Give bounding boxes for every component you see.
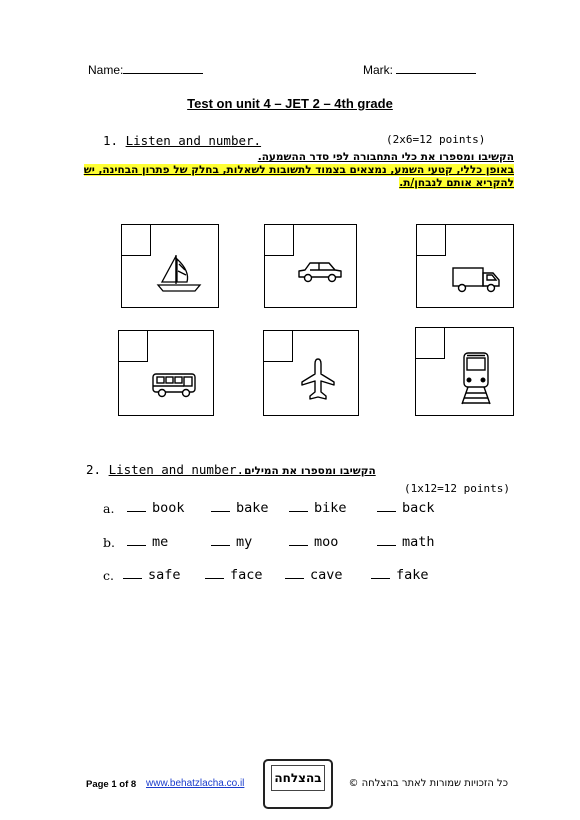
behatzlacha-logo bbox=[263, 759, 333, 809]
number-box[interactable] bbox=[121, 224, 151, 256]
picture-card-bus bbox=[118, 330, 214, 416]
q2-heading bbox=[86, 462, 376, 477]
q2-hebrew-instruction: הקשיבו ומספרו את המילים bbox=[244, 465, 376, 477]
site-link[interactable]: www.behatzlacha.co.il bbox=[146, 778, 245, 789]
word-item: bike bbox=[289, 499, 347, 516]
q1-hebrew-note-1: באופן כללי, קטעי השמע, נמצאים בצמוד לתשובות לשאלות, בחלק של פתרון הבחינה, יש bbox=[83, 164, 514, 176]
q2-number: 2. bbox=[86, 462, 102, 477]
answer-blank[interactable] bbox=[211, 499, 230, 512]
number-box[interactable] bbox=[118, 330, 148, 362]
word-item: my bbox=[211, 533, 252, 550]
car-icon bbox=[295, 259, 345, 285]
answer-blank[interactable] bbox=[127, 533, 146, 546]
answer-blank[interactable] bbox=[205, 566, 224, 579]
number-box[interactable] bbox=[263, 330, 293, 362]
answer-blank[interactable] bbox=[285, 566, 304, 579]
sailboat-icon bbox=[156, 251, 204, 295]
q1-heading bbox=[103, 133, 261, 148]
answer-blank[interactable] bbox=[377, 533, 396, 546]
answer-blank[interactable] bbox=[377, 499, 396, 512]
row-letter: a. bbox=[103, 501, 115, 516]
q2-label: Listen and number. bbox=[108, 462, 245, 477]
picture-card-car bbox=[264, 224, 357, 308]
truck-icon bbox=[451, 265, 501, 295]
answer-blank[interactable] bbox=[289, 499, 308, 512]
picture-card-airplane bbox=[263, 330, 359, 416]
name-label: Name: bbox=[88, 63, 124, 77]
answer-blank[interactable] bbox=[371, 566, 390, 579]
row-letter: c. bbox=[103, 568, 114, 583]
word-item: cave bbox=[285, 566, 343, 583]
row-letter: b. bbox=[103, 535, 115, 550]
word-item: bake bbox=[211, 499, 269, 516]
page-title: Test on unit 4 – JET 2 – 4th grade bbox=[187, 96, 393, 111]
mark-field bbox=[363, 62, 476, 77]
q2-points: (1x12=12 points) bbox=[404, 482, 510, 495]
word-item: back bbox=[377, 499, 435, 516]
bus-icon bbox=[151, 371, 199, 399]
mark-label: Mark: bbox=[363, 63, 393, 77]
word-item: book bbox=[127, 499, 185, 516]
picture-card-truck bbox=[416, 224, 514, 308]
name-line[interactable] bbox=[123, 62, 203, 74]
answer-blank[interactable] bbox=[211, 533, 230, 546]
copyright-notice: כל הזכויות שמורות לאתר בהצלחה © bbox=[348, 778, 508, 789]
name-field bbox=[88, 62, 203, 77]
q1-number: 1. bbox=[103, 133, 119, 148]
q1-hebrew-note-2: להקריא אותם לנבחן/ת. bbox=[399, 177, 514, 189]
logo-text: בהצלחה bbox=[271, 765, 325, 791]
word-item: face bbox=[205, 566, 263, 583]
number-box[interactable] bbox=[416, 224, 446, 256]
q1-label: Listen and number. bbox=[125, 133, 262, 148]
train-icon bbox=[458, 350, 494, 406]
page-number: Page 1 of 8 bbox=[86, 779, 137, 790]
word-item: safe bbox=[123, 566, 181, 583]
airplane-icon bbox=[300, 357, 336, 403]
word-item: math bbox=[377, 533, 435, 550]
word-item: fake bbox=[371, 566, 429, 583]
picture-card-sailboat bbox=[121, 224, 219, 308]
word-item: me bbox=[127, 533, 168, 550]
picture-card-train bbox=[415, 327, 514, 416]
answer-blank[interactable] bbox=[289, 533, 308, 546]
q1-hebrew-instruction: הקשיבו ומספרו את כלי התחבורה לפי סדר ההשמעה. bbox=[257, 151, 514, 163]
q1-points: (2x6=12 points) bbox=[386, 133, 486, 146]
word-item: moo bbox=[289, 533, 338, 550]
number-box[interactable] bbox=[264, 224, 294, 256]
number-box[interactable] bbox=[415, 327, 445, 359]
mark-line[interactable] bbox=[396, 62, 476, 74]
answer-blank[interactable] bbox=[127, 499, 146, 512]
answer-blank[interactable] bbox=[123, 566, 142, 579]
